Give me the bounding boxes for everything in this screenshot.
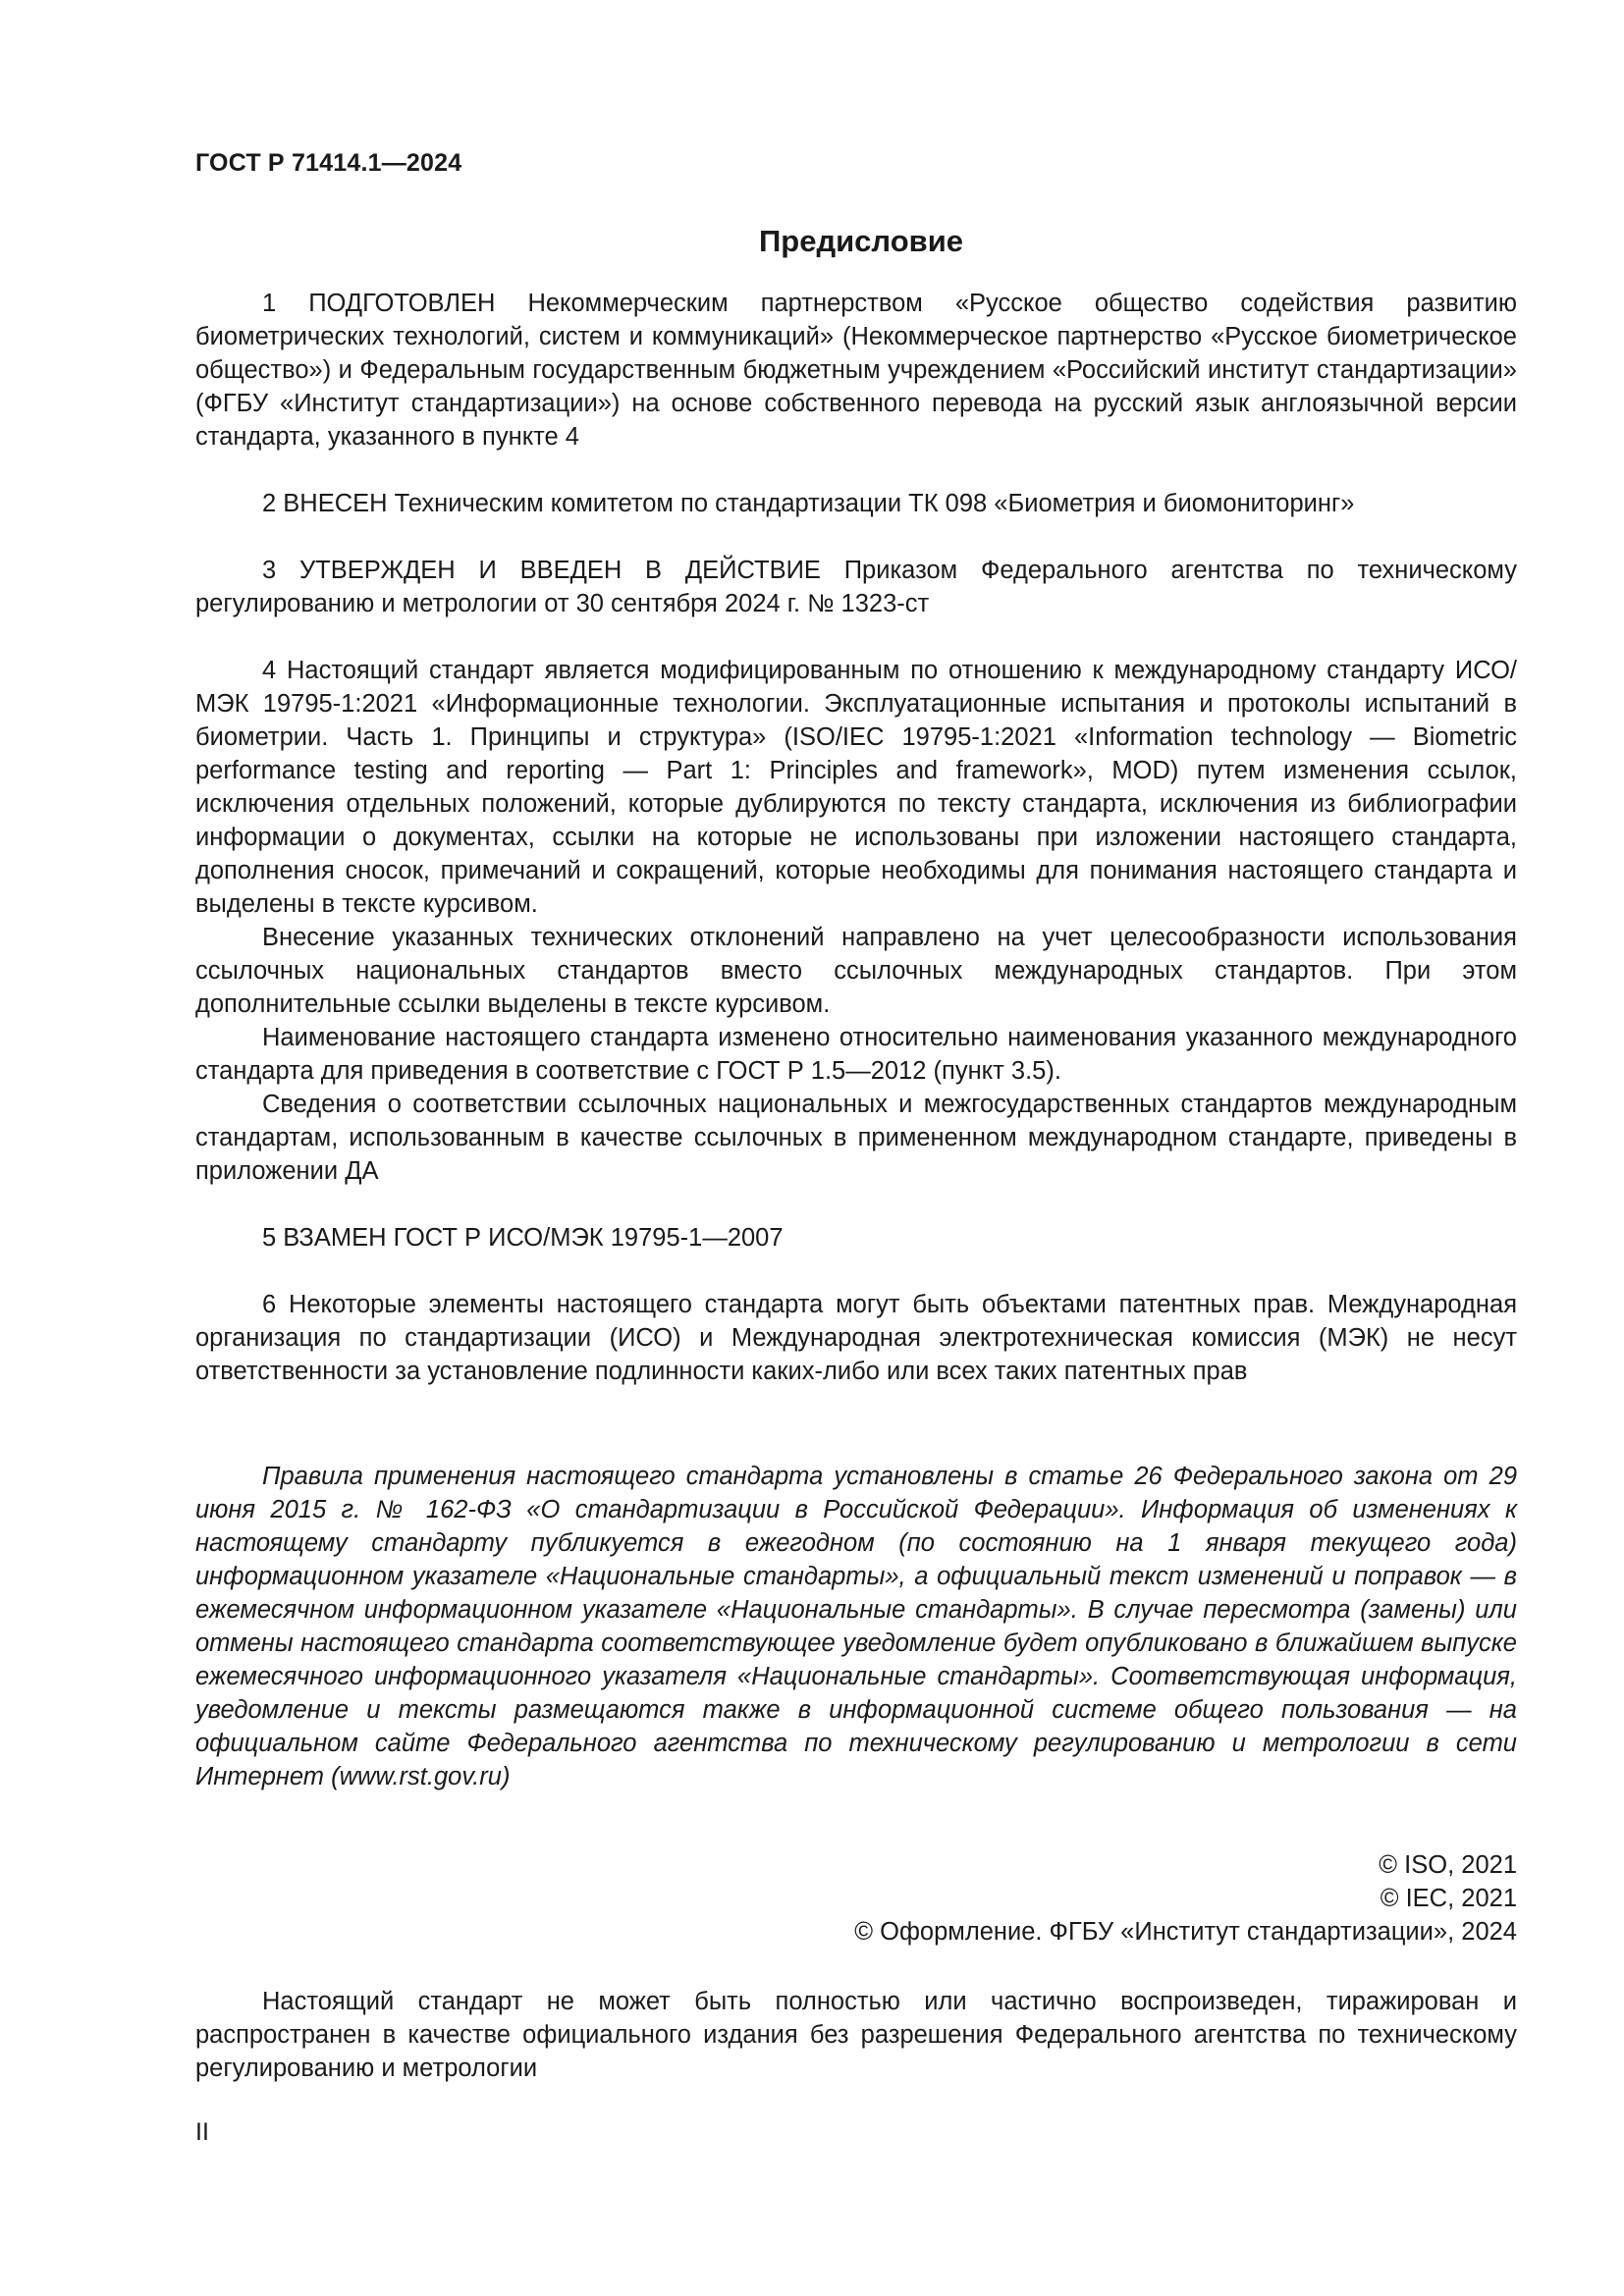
copyright-line: © ISO, 2021 [1379, 1851, 1517, 1879]
foreword-section-4 [195, 654, 1517, 1188]
foreword-paragraph: Сведения о соответствии ссылочных национальных и межгосударственных стандартов международным стандартам, использованным в качестве ссылочных в примененном международном стандарте, приведены в приложении ДА [195, 1091, 1517, 1185]
page-title: Предисловие [758, 224, 963, 258]
document-code-header: ГОСТ Р 71414.1—2024 [195, 149, 462, 177]
copyright-block [854, 1848, 1517, 1949]
copyright-line: © IEC, 2021 [1380, 1885, 1517, 1912]
foreword-paragraph: 2 ВНЕСЕН Техническим комитетом по стандартизации ТК 098 «Биометрия и биомониторинг» [262, 490, 1355, 517]
foreword-section-2 [195, 487, 1517, 520]
foreword-section-6 [195, 1288, 1517, 1388]
reproduction-notice: Настоящий стандарт не может быть полностью или частично воспроизведен, тиражирован и распространен в качестве официального издания без разрешения Федерального агентства по техническому регулированию и метрологии [195, 1988, 1517, 2082]
application-rules-notice: Правила применения настоящего стандарта установлены в статье 26 Федерального закона от 29 июня 2015 г. № 162-ФЗ «О стандартизации в Российской Федерации». Информация об изменениях к настоящему стандарту публикуется в ежегодном (по состоянию на 1 января текущего года) информационном указателе «Национальные стандарты», а официальный текст изменений и поправок — в ежемесячном информационном указателе «Национальные стандарты». В случае пересмотра (замены) или отмены настоящего стандарта соответствующее уведомление будет опубликовано в ближайшем выпуске ежемесячного информационного указателя «Национальные стандарты». Соответствующая информация, уведомление и тексты размещаются также в информационной системе общего пользования — на официальном сайте Федерального агентства по техническому регулированию и метрологии в сети Интернет (www.rst.gov.ru) [195, 1463, 1517, 1790]
foreword-paragraph: 4 Настоящий стандарт является модифицированным по отношению к международному стандарту ИСО/МЭК 19795-1:2021 «Информационные технологии. Эксплуатационные испытания и протоколы испытаний в биометрии. Часть 1. Принципы и структура» (ISO/IEC 19795-1:2021 «Information technology — Biometric performance testing and reporting — Part 1: Principles and framework», MOD) путем изменения ссылок, исключения отдельных положений, которые дублируются по тексту стандарта, исключения из библиографии информации о документах, ссылки на которые не использованы при изложении настоящего стандарта, дополнения сносок, примечаний и сокращений, которые необходимы для понимания настоящего стандарта и выделены в тексте курсивом. [195, 657, 1517, 918]
copyright-line: © Оформление. ФГБУ «Институт стандартизации», 2024 [854, 1918, 1517, 1946]
foreword-section-3 [195, 554, 1517, 620]
foreword-section-1 [195, 287, 1517, 454]
foreword-body [195, 287, 1517, 1421]
foreword-paragraph: 6 Некоторые элементы настоящего стандарта могут быть объектами патентных прав. Международная организация по стандартизации (ИСО) и Международная электротехническая комиссия (МЭК) не несут ответственности за установление подлинности каких-либо или всех таких патентных прав [195, 1291, 1517, 1385]
page-number: II [195, 2118, 209, 2146]
foreword-section-5 [195, 1221, 1517, 1255]
foreword-paragraph: 3 УТВЕРЖДЕН И ВВЕДЕН В ДЕЙСТВИЕ Приказом Федерального агентства по техническому регулированию и метрологии от 30 сентября 2024 г. № 1323-ст [195, 557, 1517, 617]
foreword-paragraph: Внесение указанных технических отклонений направлено на учет целесообразности использования ссылочных национальных стандартов вместо ссылочных международных стандартов. При этом дополнительные ссылки выделены в тексте курсивом. [195, 924, 1517, 1018]
foreword-paragraph: Наименование настоящего стандарта изменено относительно наименования указанного международного стандарта для приведения в соответствие с ГОСТ Р 1.5—2012 (пункт 3.5). [195, 1024, 1517, 1085]
foreword-paragraph: 1 ПОДГОТОВЛЕН Некоммерческим партнерством «Русское общество содействия развитию биометрических технологий, систем и коммуникаций» (Некоммерческое партнерство «Русское биометрическое общество») и Федеральным государственным бюджетным учреждением «Российский институт стандартизации» (ФГБУ «Институт стандартизации») на основе собственного перевода на русский язык англоязычной версии стандарта, указанного в пункте 4 [195, 290, 1517, 451]
foreword-paragraph: 5 ВЗАМЕН ГОСТ Р ИСО/МЭК 19795-1—2007 [262, 1224, 784, 1252]
